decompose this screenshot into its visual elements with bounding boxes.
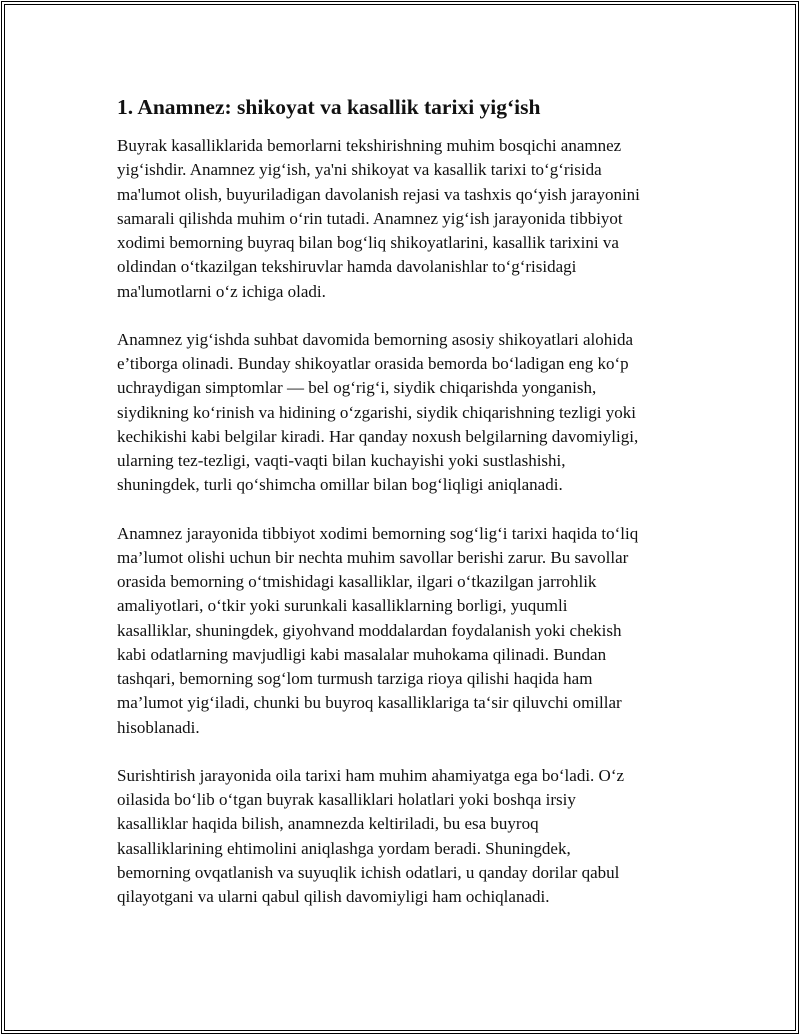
paragraph-line: ma’lumot yig‘iladi, chunki bu buyroq kasalliklariga ta‘sir qiluvchi omillar: [117, 693, 622, 713]
paragraph-line: Buyrak kasalliklarida bemorlarni tekshirishning muhim bosqichi anamnez: [117, 136, 622, 155]
section-heading: 1. Anamnez: shikoyat va kasallik tarixi yig‘ish: [117, 95, 541, 119]
paragraph-line: yig‘ishdir. Anamnez yig‘ish, ya'ni shikoyat va kasallik tarixi to‘g‘risida: [117, 160, 602, 180]
paragraph-line: e’tiborga olinadi. Bunday shikoyatlar orasida bemorda bo‘ladigan eng ko‘p: [117, 354, 629, 373]
paragraph-line: kabi odatlarning mavjudligi kabi masalalar muhokama qilinadi. Bundan: [117, 644, 607, 664]
paragraph-line: ularning tez-tezligi, vaqti-vaqti bilan kuchayishi yoki sustlashishi,: [117, 451, 566, 470]
paragraph-line: orasida bemorning o‘tmishidagi kasalliklar, ilgari o‘tkazilgan jarrohlik: [117, 572, 597, 591]
paragraph-line: kasalliklarining ehtimolini aniqlashga yordam beradi. Shuningdek,: [117, 838, 571, 858]
paragraph-line: qilayotgani va ularni qabul qilish davomiyligi ham ochiqlanadi.: [117, 887, 550, 906]
paragraph-line: kechikishi kabi belgilar kiradi. Har qanday noxush belgilarning davomiyligi,: [117, 426, 639, 446]
body-paragraph: [117, 764, 697, 910]
paragraph-line: amaliyotlari, o‘tkir yoki surunkali kasalliklarning borligi, yuqumli: [117, 596, 568, 616]
paragraph-line: xodimi bemorning buyraq bilan bog‘liq shikoyatlarini, kasallik tarixini va: [117, 233, 619, 252]
paragraph-line: Anamnez jarayonida tibbiyot xodimi bemorning sog‘lig‘i tarixi haqida to‘liq: [117, 523, 639, 543]
paragraph-line: hisoblanadi.: [117, 717, 200, 737]
body-paragraph: [117, 134, 697, 304]
paragraph-line: tashqari, bemorning sog‘lom turmush tarziga rioya qilishi haqida ham: [117, 669, 593, 688]
body-paragraph: [117, 522, 697, 740]
paragraph-line: shuningdek, turli qo‘shimcha omillar bilan bog‘liqligi aniqlanadi.: [117, 475, 563, 495]
paragraph-line: ma'lumotlarni o‘z ichiga oladi.: [117, 281, 326, 301]
paragraph-line: oldindan o‘tkazilgan tekshiruvlar hamda davolanishlar to‘g‘risidagi: [117, 257, 577, 277]
paragraph-list: [117, 134, 697, 909]
paragraph-line: siydikning ko‘rinish va hidining o‘zgarishi, siydik chiqarishning tezligi yoki: [117, 402, 636, 422]
paragraph-line: ma’lumot olishi uchun bir nechta muhim savollar berishi zarur. Bu savollar: [117, 547, 629, 567]
paragraph-line: bemorning ovqatlanish va suyuqlik ichish odatlari, u qanday dorilar qabul: [117, 862, 620, 882]
paragraph-line: ma'lumot olish, buyuriladigan davolanish rejasi va tashxis qo‘yish jarayonini: [117, 184, 640, 204]
paragraph-line: Anamnez yig‘ishda suhbat davomida bemorning asosiy shikoyatlari alohida: [117, 329, 634, 349]
paragraph-line: Surishtirish jarayonida oila tarixi ham muhim ahamiyatga ega bo‘ladi. O‘z: [117, 765, 625, 785]
body-paragraph: [117, 328, 697, 498]
paragraph-line: kasalliklar haqida bilish, anamnezda keltiriladi, bu esa buyroq: [117, 814, 539, 834]
paragraph-line: samarali qilishda muhim o‘rin tutadi. Anamnez yig‘ish jarayonida tibbiyot: [117, 208, 623, 228]
paragraph-line: oilasida bo‘lib o‘tgan buyrak kasalliklari holatlari yoki boshqa irsiy: [117, 790, 576, 809]
paragraph-line: kasalliklar, shuningdek, giyohvand moddalardan foydalanish yoki chekish: [117, 620, 622, 640]
document-body: [117, 94, 697, 909]
paragraph-line: uchraydigan simptomlar — bel og‘rig‘i, siydik chiqarishda yonganish,: [117, 378, 597, 398]
